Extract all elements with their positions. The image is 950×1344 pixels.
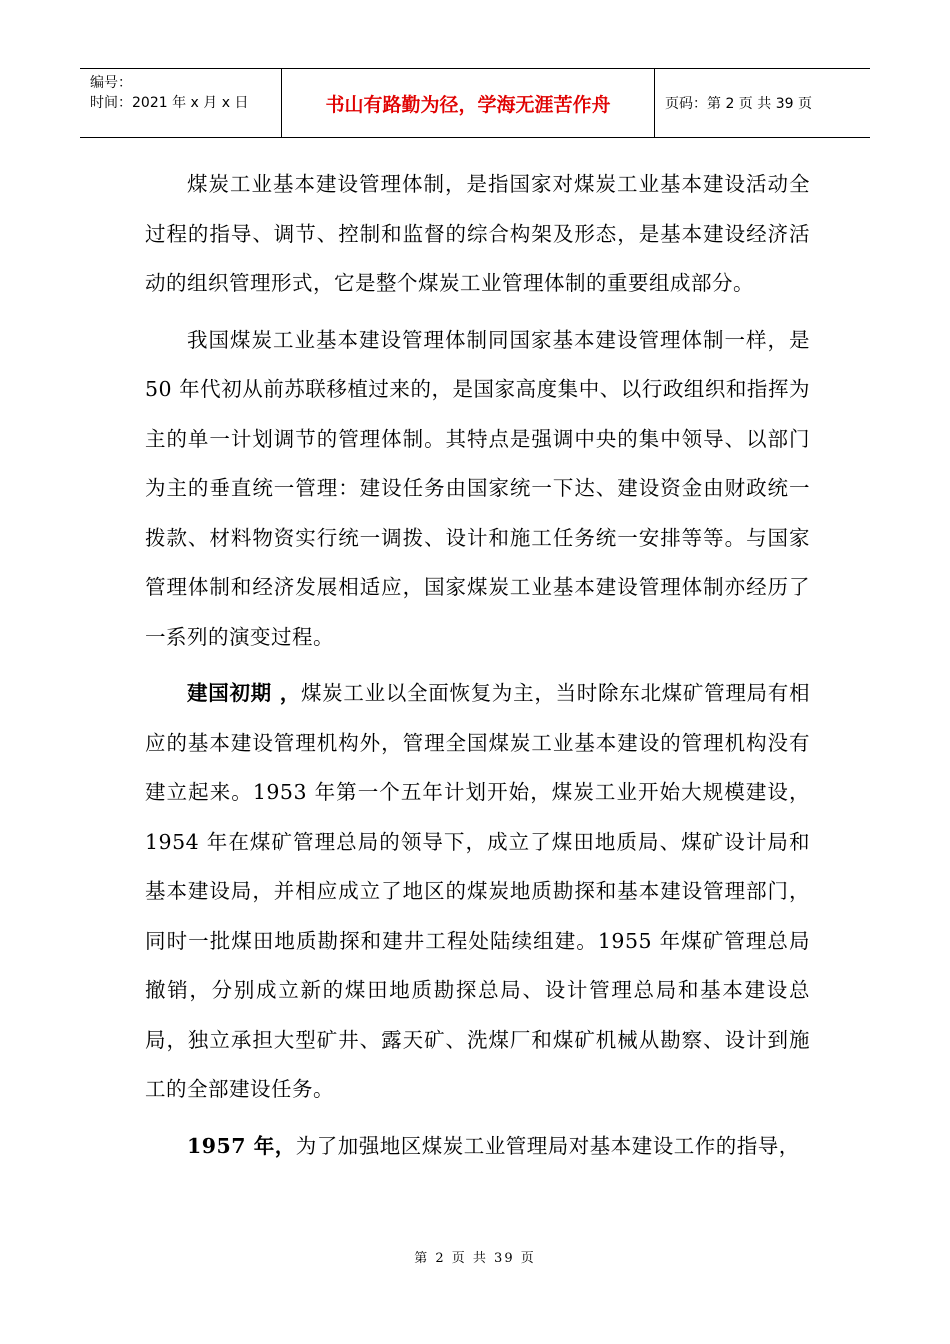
paragraph-lead: 建国初期 ，: [187, 681, 301, 705]
paragraph: [145, 160, 810, 309]
document-date-label: 时间：2021 年 x 月 x 日: [90, 95, 249, 111]
page-header: [80, 68, 870, 138]
header-motto: 书山有路勤为径，学海无涯苦作舟: [282, 69, 655, 137]
document-number-label: 编号：: [90, 75, 132, 91]
paragraph: [145, 669, 810, 1115]
paragraph: [145, 316, 810, 663]
paragraph-text: 为了加强地区煤炭工业管理局对基本建设工作的指导，: [295, 1133, 800, 1158]
paragraph-lead: 1957 年，: [187, 1133, 296, 1158]
paragraph-text: 煤炭工业基本建设管理体制，是指国家对煤炭工业基本建设活动全过程的指导、调节、控制和监督的综合构架及形态，是基本建设经济活动的组织管理形式，它是整个煤炭工业管理体制的重要组成部分。: [145, 172, 810, 295]
header-page-info: 页码：第 2 页 共 39 页: [665, 96, 812, 112]
paragraph-text: 煤炭工业以全面恢复为主，当时除东北煤矿管理局有相应的基本建设管理机构外，管理全国煤炭工业基本建设的管理机构没有建立起来。1953 年第一个五年计划开始，煤炭工业开始大规模建设，1954 年在煤矿管理总局的领导下，成立了煤田地质局、煤矿设计局和基本建设局，并相应成立了地区的煤炭地质勘探和基本建设管理部门，同时一批煤田地质勘探和建井工程处陆续组建。1955 年煤矿管理总局撤销，分别成立新的煤田地质勘探总局、设计管理总局和基本建设总局，独立承担大型矿井、露天矿、洗煤厂和煤矿机械从勘察、设计到施工的全部建设任务。: [145, 681, 810, 1101]
paragraph-text: 我国煤炭工业基本建设管理体制同国家基本建设管理体制一样，是 50 年代初从前苏联移植过来的，是国家高度集中、以行政组织和指挥为主的单一计划调节的管理体制。其特点是强调中央的集中领导、以部门为主的垂直统一管理：建设任务由国家统一下达、建设资金由财政统一拨款、材料物资实行统一调拨、设计和施工任务统一安排等等。与国家管理体制和经济发展相适应，国家煤炭工业基本建设管理体制亦经历了一系列的演变过程。: [145, 327, 810, 649]
paragraph: [145, 1122, 810, 1172]
header-meta: [80, 69, 282, 137]
page-footer: 第 2 页 共 39 页: [414, 1251, 536, 1266]
document-body: [145, 160, 810, 1178]
